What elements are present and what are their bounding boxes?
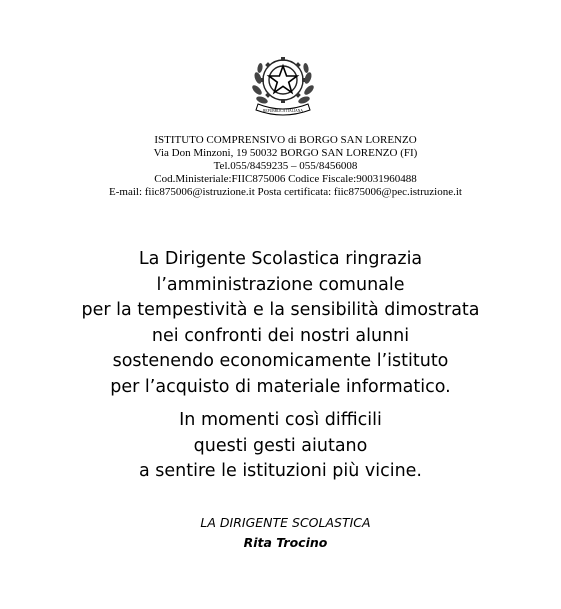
signature-role: LA DIRIGENTE SCOLASTICA: [200, 515, 371, 530]
institute-name: ISTITUTO COMPRENSIVO di BORGO SAN LORENZO: [154, 134, 417, 146]
message-line: a sentire le istituzioni più vicine.: [139, 461, 422, 481]
emblem-graphic: [248, 48, 318, 118]
message-line: per la tempestività e la sensibilità dimostrata: [81, 300, 480, 320]
message-line: nei confronti dei nostri alunni: [151, 325, 410, 346]
message-line: per l’acquisto di materiale informatico.: [110, 376, 451, 397]
message-line: sostenendo economicamente l’istituto: [112, 351, 449, 371]
message-line: La Dirigente Scolastica ringrazia: [138, 249, 423, 269]
message-line: questi gesti aiutano: [193, 435, 368, 456]
thank-you-message: [0, 247, 561, 485]
message-line: In momenti così difficili: [179, 410, 382, 430]
italian-republic-emblem-icon: [248, 48, 318, 118]
institute-phone: Tel.055/8459235 – 055/8456008: [213, 160, 358, 172]
paragraph-gap: [0, 400, 561, 408]
letterhead: [0, 134, 561, 199]
emblem-ribbon-text: REPUBBLICA ITALIANA: [263, 109, 303, 113]
institute-address: Via Don Minzoni, 19 50032 BORGO SAN LORENZO (FI): [153, 147, 418, 159]
institute-codes: Cod.Ministeriale:FIIC875006 Codice Fiscale:90031960488: [154, 173, 417, 185]
institute-email: E-mail: fiic875006@istruzione.it Posta certificata: fiic875006@pec.istruzione.it: [109, 186, 462, 198]
message-line: l’amministrazione comunale: [156, 274, 405, 295]
signature-name: Rita Trocino: [243, 535, 328, 550]
signature-block: [0, 513, 561, 553]
